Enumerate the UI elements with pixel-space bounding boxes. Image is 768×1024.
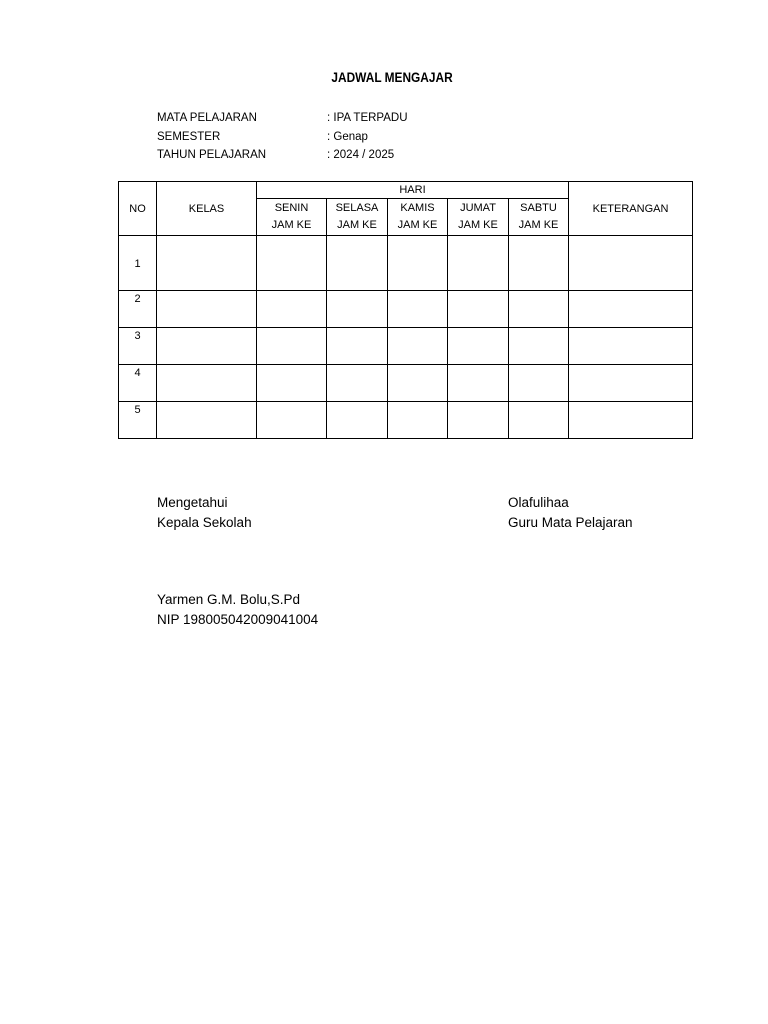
cell-day bbox=[448, 365, 509, 402]
header-keterangan: KETERANGAN bbox=[569, 182, 693, 236]
info-value: : Genap bbox=[327, 130, 368, 143]
cell-day bbox=[327, 236, 388, 291]
cell-day bbox=[509, 291, 569, 328]
cell-keterangan bbox=[569, 402, 693, 439]
info-label: SEMESTER bbox=[157, 130, 221, 143]
cell-day bbox=[448, 402, 509, 439]
cell-day bbox=[448, 291, 509, 328]
schedule-table bbox=[118, 181, 693, 439]
principal-signature bbox=[157, 590, 318, 630]
table-row bbox=[119, 291, 693, 328]
cell-day bbox=[509, 236, 569, 291]
header-day: SELASA JAM KE bbox=[327, 199, 388, 236]
header-day: SENIN JAM KE bbox=[257, 199, 327, 236]
cell-day bbox=[509, 402, 569, 439]
principal-name: Yarmen G.M. Bolu,S.Pd bbox=[157, 592, 301, 607]
row-number: 4 bbox=[119, 365, 157, 402]
table-row bbox=[119, 365, 693, 402]
signature-right-line2: Guru Mata Pelajaran bbox=[508, 515, 633, 530]
table-row bbox=[119, 328, 693, 365]
signature-left-line1: Mengetahui bbox=[157, 495, 228, 510]
cell-day bbox=[388, 402, 448, 439]
cell-keterangan bbox=[569, 236, 693, 291]
row-number: 2 bbox=[119, 291, 157, 328]
info-value: : 2024 / 2025 bbox=[327, 149, 395, 162]
signature-left bbox=[157, 493, 252, 533]
cell-kelas bbox=[157, 291, 257, 328]
info-value: : IPA TERPADU bbox=[327, 112, 408, 124]
table-row bbox=[119, 402, 693, 439]
info-label: TAHUN PELAJARAN bbox=[157, 149, 267, 162]
cell-day bbox=[257, 328, 327, 365]
cell-day bbox=[257, 402, 327, 439]
table-header-row bbox=[119, 182, 693, 199]
cell-day bbox=[388, 291, 448, 328]
header-no: NO bbox=[119, 182, 157, 236]
cell-day bbox=[327, 365, 388, 402]
cell-day bbox=[509, 365, 569, 402]
principal-nip: NIP 198005042009041004 bbox=[157, 612, 319, 627]
row-number: 3 bbox=[119, 328, 157, 365]
signature-right-line1: Olafulihaa bbox=[508, 495, 569, 510]
document-title: JADWAL MENGAJAR bbox=[331, 70, 453, 85]
cell-keterangan bbox=[569, 365, 693, 402]
cell-day bbox=[257, 236, 327, 291]
cell-keterangan bbox=[569, 328, 693, 365]
cell-keterangan bbox=[569, 291, 693, 328]
header-kelas: KELAS bbox=[157, 182, 257, 236]
cell-day bbox=[327, 328, 388, 365]
row-number: 5 bbox=[119, 402, 157, 439]
header-day: JUMAT JAM KE bbox=[448, 199, 509, 236]
cell-day bbox=[327, 402, 388, 439]
cell-day bbox=[388, 365, 448, 402]
cell-day bbox=[388, 328, 448, 365]
cell-day bbox=[448, 236, 509, 291]
header-day: SABTU JAM KE bbox=[509, 199, 569, 236]
cell-day bbox=[448, 328, 509, 365]
signature-right bbox=[508, 493, 633, 533]
signature-left-line2: Kepala Sekolah bbox=[157, 515, 252, 530]
cell-kelas bbox=[157, 328, 257, 365]
cell-day bbox=[509, 328, 569, 365]
cell-kelas bbox=[157, 402, 257, 439]
table-row bbox=[119, 236, 693, 291]
cell-day bbox=[327, 291, 388, 328]
header-day: KAMIS JAM KE bbox=[388, 199, 448, 236]
header-hari: HARI bbox=[257, 182, 569, 199]
cell-day bbox=[257, 291, 327, 328]
info-label: MATA PELAJARAN bbox=[157, 112, 257, 124]
cell-day bbox=[388, 236, 448, 291]
cell-kelas bbox=[157, 236, 257, 291]
cell-kelas bbox=[157, 365, 257, 402]
cell-day bbox=[257, 365, 327, 402]
row-number: 1 bbox=[119, 236, 157, 291]
